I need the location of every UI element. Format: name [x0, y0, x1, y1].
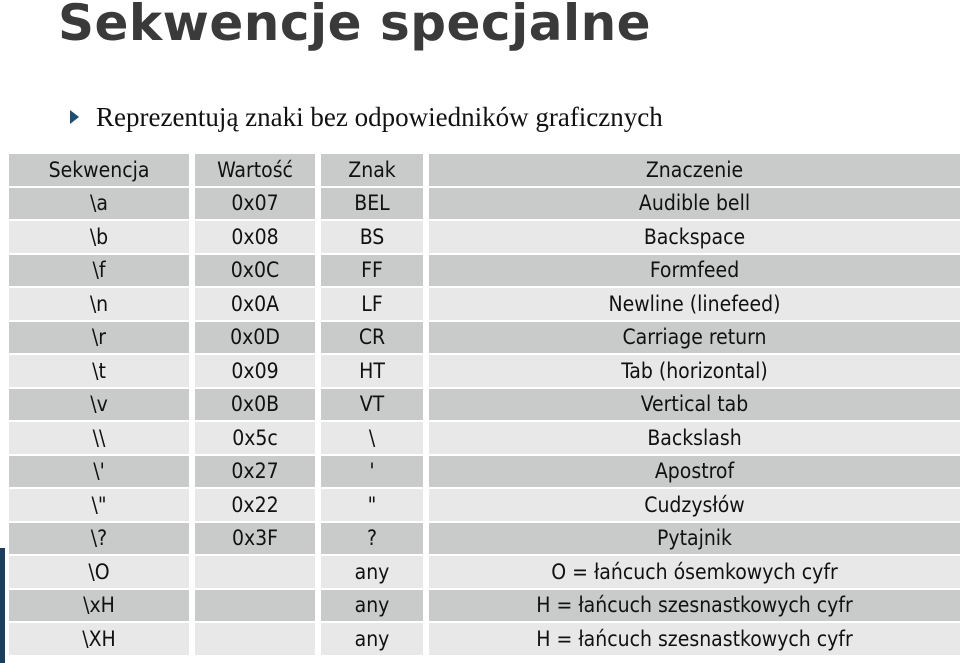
- table-cell: \?: [9, 523, 195, 557]
- table-row: [9, 489, 960, 523]
- table-cell: Newline (linefeed): [429, 288, 960, 322]
- table-cell: Vertical tab: [429, 389, 960, 423]
- table-cell: Carriage return: [429, 322, 960, 356]
- table-row: [9, 389, 960, 423]
- header-cell: Sekwencja: [9, 154, 195, 188]
- table-cell: any: [321, 590, 429, 624]
- table-cell: 0x0D: [195, 322, 321, 356]
- bullet-item: [70, 97, 663, 137]
- table-cell: Backslash: [429, 422, 960, 456]
- table-cell: BEL: [321, 188, 429, 222]
- table-cell: [195, 623, 321, 657]
- table-cell: H = łańcuch szesnastkowych cyfr: [429, 623, 960, 657]
- table-cell: 0x08: [195, 221, 321, 255]
- table-cell: Apostrof: [429, 456, 960, 490]
- table-cell: 0x27: [195, 456, 321, 490]
- header-cell: Znaczenie: [429, 154, 960, 188]
- table-cell: any: [321, 623, 429, 657]
- escape-sequence-table: [9, 154, 960, 663]
- table-cell: CR: [321, 322, 429, 356]
- table-cell: \b: [9, 221, 195, 255]
- table-cell: Backspace: [429, 221, 960, 255]
- table-row: [9, 556, 960, 590]
- table-cell: [195, 556, 321, 590]
- table-header-row: [9, 154, 960, 188]
- table-cell: \r: [9, 322, 195, 356]
- table-cell: Formfeed: [429, 255, 960, 289]
- table-cell: Tab (horizontal): [429, 355, 960, 389]
- table-cell: \t: [9, 355, 195, 389]
- table-cell: 0x5c: [195, 422, 321, 456]
- table-cell: \XH: [9, 623, 195, 657]
- table-cell: \v: [9, 389, 195, 423]
- table-row: [9, 188, 960, 222]
- table-cell: \xH: [9, 590, 195, 624]
- table-cell: H = łańcuch szesnastkowych cyfr: [429, 590, 960, 624]
- table-row: [9, 322, 960, 356]
- table-cell: Audible bell: [429, 188, 960, 222]
- table-cell: VT: [321, 389, 429, 423]
- table-cell: \O: [9, 556, 195, 590]
- table-cell: \a: [9, 188, 195, 222]
- table-row: [9, 456, 960, 490]
- table-cell: \f: [9, 255, 195, 289]
- table-cell: BS: [321, 221, 429, 255]
- table-cell: \n: [9, 288, 195, 322]
- table-cell: 0x22: [195, 489, 321, 523]
- table-row: [9, 623, 960, 657]
- table-row: [9, 523, 960, 557]
- table-row: [9, 288, 960, 322]
- table-cell: \": [9, 489, 195, 523]
- page-title: Sekwencje specjalne: [58, 0, 652, 52]
- table-cell: [195, 590, 321, 624]
- table-cell: Pytajnik: [429, 523, 960, 557]
- table-cell: ": [321, 489, 429, 523]
- table-cell: \\: [9, 422, 195, 456]
- table-cell: ?: [321, 523, 429, 557]
- table-row: [9, 221, 960, 255]
- triangle-right-icon: [70, 110, 79, 124]
- table-row: [9, 590, 960, 624]
- table-cell: HT: [321, 355, 429, 389]
- table-cell: 0x3F: [195, 523, 321, 557]
- table-row: [9, 255, 960, 289]
- table-row: [9, 355, 960, 389]
- table-cell: O = łańcuch ósemkowych cyfr: [429, 556, 960, 590]
- table-cell: 0x0A: [195, 288, 321, 322]
- table-cell: 0x07: [195, 188, 321, 222]
- header-cell: Znak: [321, 154, 429, 188]
- table-cell: LF: [321, 288, 429, 322]
- table-cell: ': [321, 456, 429, 490]
- table-cell: any: [321, 556, 429, 590]
- table-cell: Cudzysłów: [429, 489, 960, 523]
- table-cell: 0x0C: [195, 255, 321, 289]
- table-cell: 0x0B: [195, 389, 321, 423]
- table-cell: \': [9, 456, 195, 490]
- table-cell: 0x09: [195, 355, 321, 389]
- table-cell: FF: [321, 255, 429, 289]
- table-cell: \: [321, 422, 429, 456]
- bullet-text: Reprezentują znaki bez odpowiedników graficznych: [96, 101, 663, 132]
- side-accent-bar: [0, 548, 5, 663]
- header-cell: Wartość: [195, 154, 321, 188]
- table-row: [9, 422, 960, 456]
